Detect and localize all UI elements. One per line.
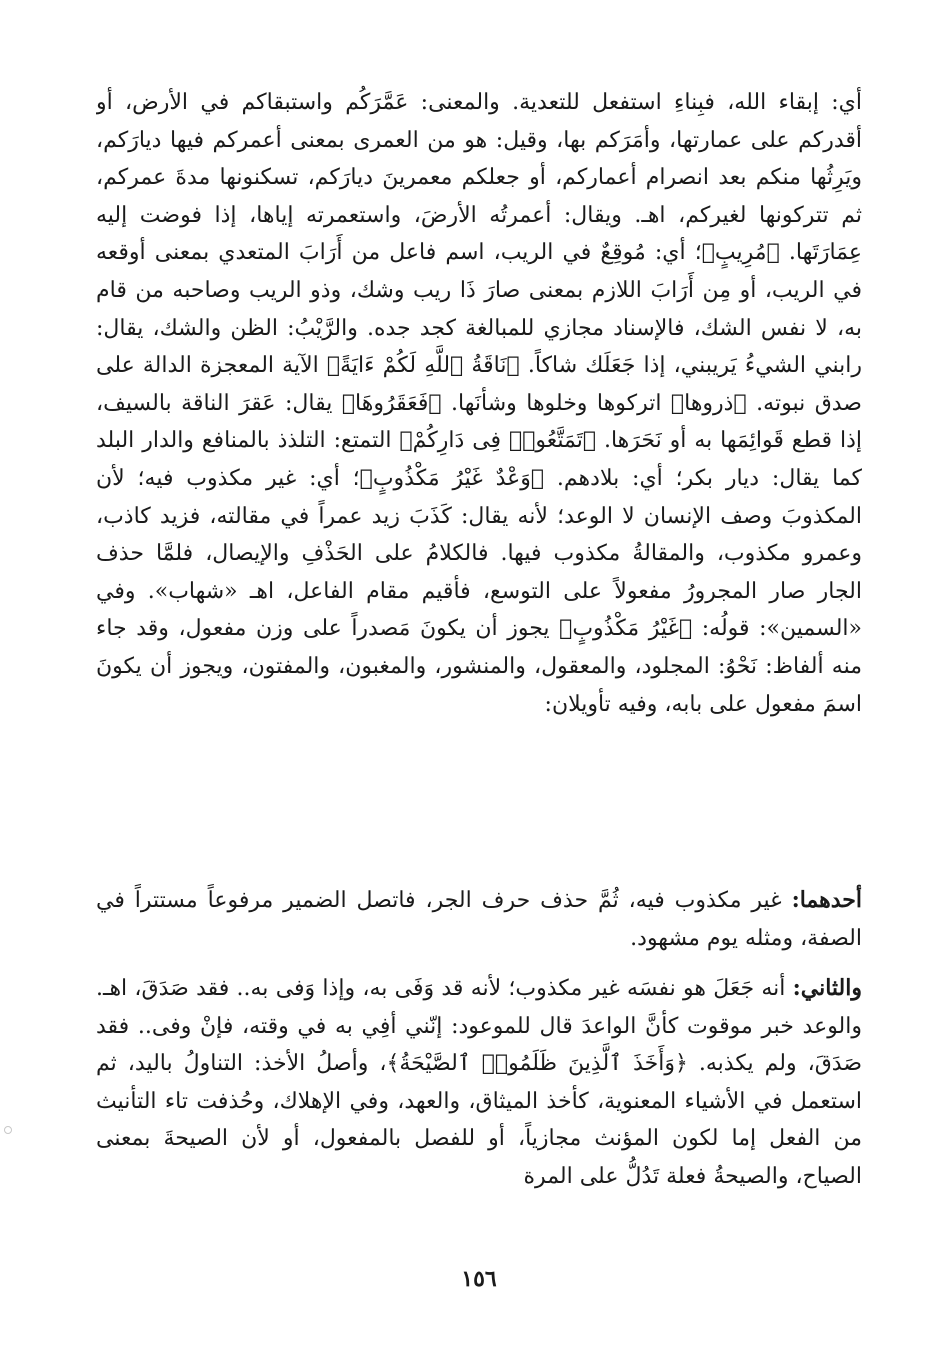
term-first: أحدهما: xyxy=(791,887,862,913)
paragraph-second-text: أنه جَعَلَ هو نفسَه غير مكذوب؛ لأنه قد وَفَى به، وإذا وَفى به.. فقد صَدَقَ، اهـ. والوعد خبر موقوت كأنَّ الواعدَ قال للموعود: إنّني أفِي به في وقته، فإنْ وفى.. فقد صَدَقَ، ولم يكذبه. ﴿وَأَخَذَ ٱلَّذِينَ ظَلَمُوا۟ ٱلصَّيْحَةُ﴾، وأصلُ الأخذ: التناولُ باليد، ثم استعمل في الأشياء المعنوية، كأخذ الميثاق، والعهد، وفي الإهلاك، وحُذفت تاء التأنيث من الفعل إما لكون المؤنث مجازياً، أو للفصل بالمفعول، أو لأن الصيحةَ بمعنى الصياح، والصيحةُ فعلة تَدُلُّ على المرة xyxy=(96,976,862,1189)
paragraph-first-text: غير مكذوب فيه، ثُمَّ حذف حرف الجر، فاتصل الضمير مرفوعاً مستتراً في الصفة، ومثله يوم مشهود. xyxy=(96,888,862,951)
book-page xyxy=(96,84,862,1354)
paragraph-first-interpretation xyxy=(96,882,862,958)
paragraph-main: أي: إبقاء الله، فبِناءِ استفعل للتعدية. والمعنى: عَمَّرَكُم واستبقاكم في الأرض، أو أقدركم على عمارتها، وأمَرَكم بها، وقيل: هو من العمرى بمعنى أعمركم فيها ديارَكم، ويَرِثُها منكم بعد انصرام أعماركم، أو جعلكم معمرينَ ديارَكم، تسكنونها مدةَ عمركم، ثم تتركونها لغيركم، اهـ. ويقال: أعمرتُه الأرضَ، واستعمرته إياها، إذا فوضت إليه عِمَارَتَها. ﴿مُرِيبٍ﴾؛ أي: مُوقِعٌ في الريب، اسم فاعل من أَرَابَ المتعدي بمعنى أوقعه في الريب، أو مِن أَرَابَ اللازم بمعنى صارَ ذَا ريب وشك، وذو الريب وصاحبه من قام به، لا نفس الشك، فالإسناد مجازي للمبالغة كجد جده. والرَّيْبُ: الظن والشك، يقال: رابني الشيءُ يَريبني، إذا جَعَلَك شاكاً. ﴿نَاقَةُ ٱللَّهِ لَكُمْ ءَايَةً﴾ الآية المعجزة الدالة على صدق نبوته. ﴿ذروها﴾ اتركوها وخلوها وشأنَها. ﴿فَعَقَرُوهَا﴾ يقال: عَقرَ الناقة بالسيف، إذا قطع قَوائِمَها به أو نَحَرَها. ﴿تَمَتَّعُوا۟ فِى دَارِكُمْ﴾ التمتع: التلذذ بالمنافع والدار البلد كما يقال: ديار بكر؛ أي: بلادهم. ﴿وَعْدٌ غَيْرُ مَكْذُوبٍ﴾؛ أي: غير مكذوب فيه؛ لأن المكذوبَ وصف الإنسان لا الوعد؛ لأنه يقال: كَذَبَ زيد عمراً في مقالته، فزيد كاذب، وعمرو مكذوب، والمقالةُ مكذوب فيها. فالكلامُ على الحَذْفِ والإيصال، فلمَّا حذف الجار صار المجرورُ مفعولاً على التوسع، فأقيم مقام الفاعل، اهـ «شهاب». وفي «السمين»: قولُه: ﴿غَيْرُ مَكْذُوبٍ﴾ يجوز أن يكونَ مَصدراً على وزن مفعول، وقد جاء منه ألفاظ: نَحْوُ: المجلود، والمعقول، والمنشور، والمغبون، والمفتون، ويجوز أن يكونَ اسمَ مفعول على بابه، وفيه تأويلان: xyxy=(96,90,862,717)
term-second: والثاني: xyxy=(792,975,862,1001)
margin-mark xyxy=(4,1126,12,1134)
page-number: ١٥٦ xyxy=(461,1266,497,1292)
paragraph-second-interpretation xyxy=(96,970,862,1200)
